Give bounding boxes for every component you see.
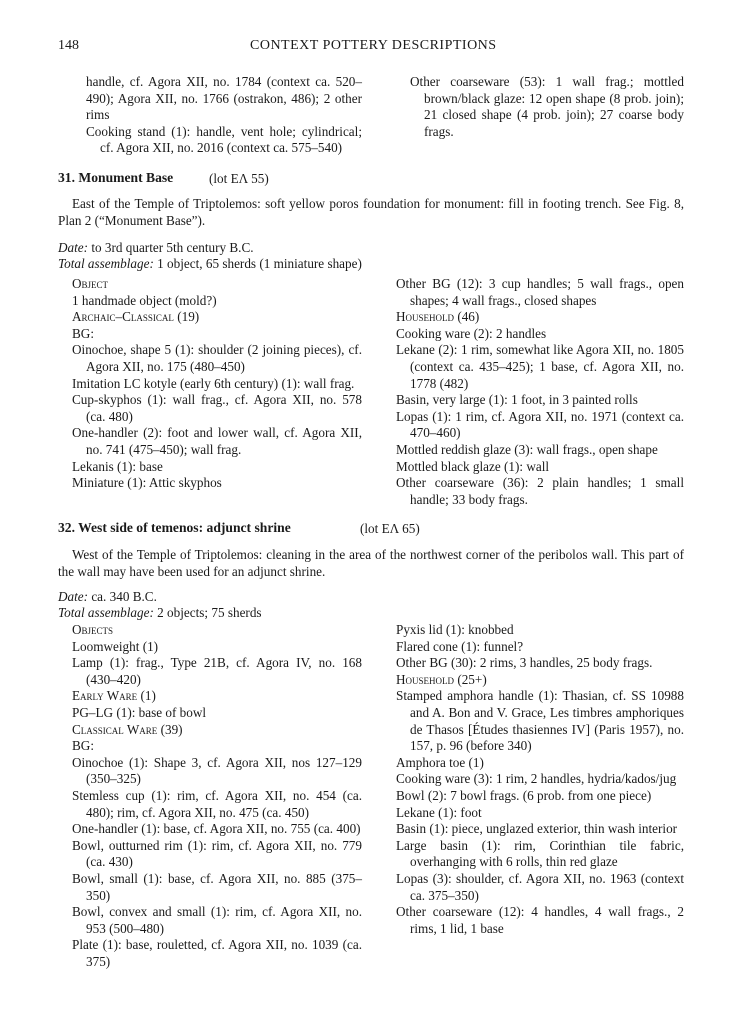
list-item: Oinochoe (1): Shape 3, cf. Agora XII, nos 127–129 (350–325) [72,754,362,787]
list-item: Basin (1): piece, unglazed exterior, thin wash interior [396,821,678,837]
list-item: Bowl, outturned rim (1): rim, cf. Agora XII, no. 779 (ca. 430) [72,837,362,870]
list-item: Flared cone (1): funnel? [396,638,524,654]
category-heading: Classical Ware (39) [72,721,183,737]
total-label: Total assemblage: [58,605,154,620]
list-item: Other BG (30): 2 rims, 3 handles, 25 body frags. [396,655,653,671]
list-item: Lekane (1): foot [396,804,482,820]
list-item: Other coarseware (36): 2 plain handles; 1 small handle; 33 body frags. [396,475,684,507]
total-value: 1 object, 65 sherds (1 miniature shape) [157,256,362,271]
section-31-total [58,256,362,273]
section-31-description: East of the Temple of Triptolemos: soft yellow poros foundation for monument: fill in footing trench. See Fig. 8, Plan 2 (“Monument Base”). [58,196,684,228]
list-item: Lekane (2): 1 rim, somewhat like Agora XII, no. 1805 (context ca. 435–425); 1 base, cf. Agora XII, no. 1778 (482) [396,342,684,391]
list-item: Miniature (1): Attic skyphos [72,475,222,491]
section-number: 31. [58,170,75,185]
section-32-heading [58,520,291,537]
list-item: Plate (1): base, rouletted, cf. Agora XII, no. 1039 (ca. 375) [72,937,362,969]
list-item: Other BG (12): 3 cup handles; 5 wall frags., open shapes; 4 wall frags., closed shapes [396,276,684,308]
list-item: Lopas (3): shoulder, cf. Agora XII, no. 1963 (context ca. 375–350) [396,870,684,903]
section-32-total [58,605,262,622]
entry-text: handle, cf. Agora XII, no. 1784 (context ca. 520–490); Agora XII, no. 1766 (ostrakon, 486); 2 other rims [86,74,362,123]
page-number: 148 [58,38,79,53]
category-heading: Early Ware (1) [72,688,156,704]
date-label: Date: [58,589,89,604]
section-32-date [58,589,157,606]
category-heading: Household (46) [396,309,480,325]
category-heading: Object [72,276,109,291]
section-32-right-column [396,622,684,937]
list-item: Pyxis lid (1): knobbed [396,622,514,637]
list-item: Cooking ware (3): 1 rim, 2 handles, hydria/kados/jug [396,771,677,787]
list-item: Stemless cup (1): rim, cf. Agora XII, no. 454 (ca. 480); rim, cf. Agora XII, no. 475 (ca. 450) [72,787,362,820]
list-item: BG: [72,325,94,341]
list-item: Cup-skyphos (1): wall frag., cf. Agora XII, no. 578 (ca. 480) [72,392,362,424]
category-heading: Archaic–Classical (19) [72,309,200,325]
list-item: Cooking ware (2): 2 handles [396,325,547,341]
total-label: Total assemblage: [58,256,154,271]
list-item: Stamped amphora handle (1): Thasian, cf. SS 10988 and A. Bon and V. Grace, Les timbres amphoriques de Thasos [Études thasiennes IV] (Paris 1957), no. 157, p. 96 (before 340) [396,688,684,754]
section-32-lot: (lot ΕΛ 65) [360,521,420,536]
continued-right-column [410,74,684,140]
list-item: One-handler (1): base, cf. Agora XII, no. 755 (ca. 400) [72,821,361,837]
list-item: Mottled black glaze (1): wall [396,458,550,474]
list-item: Large basin (1): rim, Corinthian tile fabric, overhanging with 6 rolls, thin red glaze [396,837,684,870]
section-number: 32. [58,520,75,535]
date-value: to 3rd quarter 5th century B.C. [91,240,254,255]
list-item: 1 handmade object (mold?) [72,292,217,308]
date-label: Date: [58,240,89,255]
section-title: West side of temenos: adjunct shrine [78,520,291,535]
entry-text: Cooking stand (1): handle, vent hole; cylindrical; cf. Agora XII, no. 2016 (context ca. 575–540) [86,123,362,156]
section-31-heading [58,170,173,187]
list-item: One-handler (2): foot and lower wall, cf. Agora XII, no. 741 (475–450); wall frag. [72,425,362,457]
total-value: 2 objects; 75 sherds [157,605,262,620]
list-item: Bowl, convex and small (1): rim, cf. Agora XII, no. 953 (500–480) [72,904,362,936]
list-item: Bowl (2): 7 bowl frags. (6 prob. from one piece) [396,787,652,803]
section-31-lot: (lot ΕΛ 55) [209,171,269,186]
section-32-left-column [72,622,362,970]
list-item: Lekanis (1): base [72,458,163,474]
list-item: Mottled reddish glaze (3): wall frags., open shape [396,441,658,457]
list-item: Lamp (1): frag., Type 21B, cf. Agora IV, no. 168 (430–420) [72,655,362,687]
list-item: Other coarseware (12): 4 handles, 4 wall frags., 2 rims, 1 lid, 1 base [396,904,684,936]
section-31-date [58,240,254,257]
section-31-right-column [396,276,684,508]
category-heading: Objects [72,622,114,637]
list-item: PG–LG (1): base of bowl [72,704,207,720]
list-item: Basin, very large (1): 1 foot, in 3 painted rolls [396,392,638,408]
list-item: Bowl, small (1): base, cf. Agora XII, no. 885 (375–350) [72,870,362,903]
list-item: Loomweight (1) [72,638,159,654]
continued-left-column [86,74,362,157]
section-31-left-column [72,276,362,492]
list-item: Oinochoe, shape 5 (1): shoulder (2 joining pieces), cf. Agora XII, no. 175 (480–450) [72,342,362,374]
list-item: Lopas (1): 1 rim, cf. Agora XII, no. 1971 (context ca. 470–460) [396,408,684,441]
section-32-description: West of the Temple of Triptolemos: cleaning in the area of the northwest corner of the peribolos wall. This part of the wall may have been used for an adjunct shrine. [58,547,684,579]
list-item: BG: [72,738,94,754]
running-head: CONTEXT POTTERY DESCRIPTIONS [250,38,497,53]
list-item: Amphora toe (1) [396,754,484,770]
section-title: Monument Base [78,170,174,185]
date-value: ca. 340 B.C. [91,589,157,604]
entry-text: Other coarseware (53): 1 wall frag.; mottled brown/black glaze: 12 open shape (8 prob. join); 21 closed shape (4 prob. join); 27 coarse body frags. [410,74,684,139]
category-heading: Household (25+) [396,671,487,687]
list-item: Imitation LC kotyle (early 6th century) (1): wall frag. [72,375,355,391]
